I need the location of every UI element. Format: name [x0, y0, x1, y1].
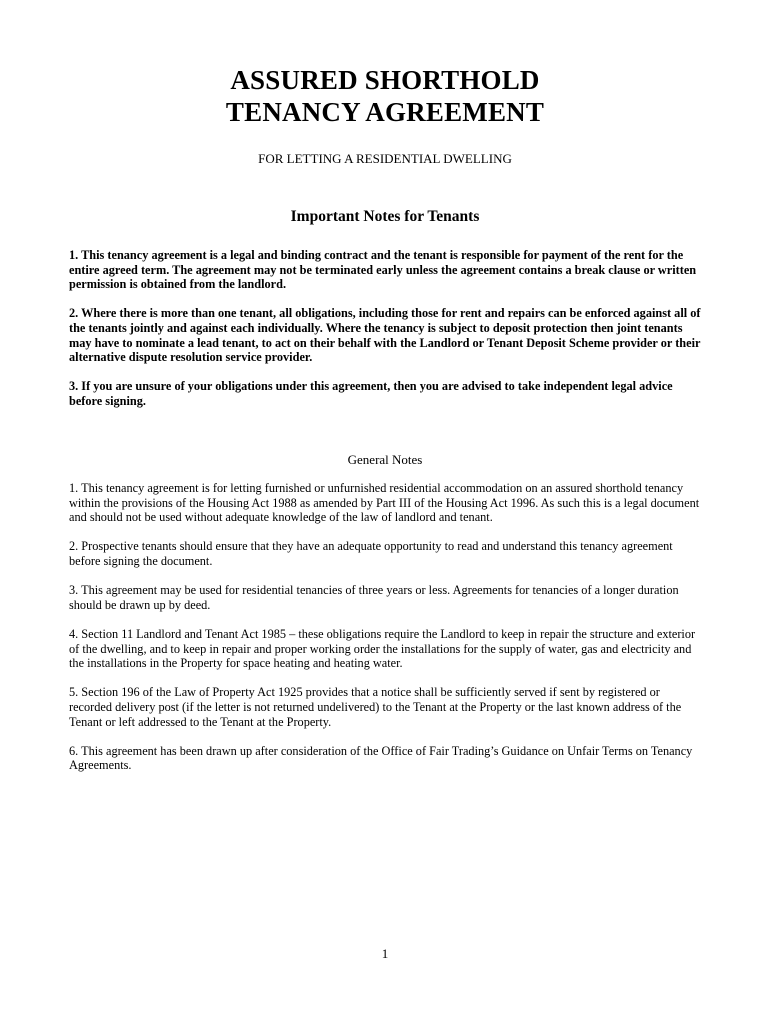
page-number: 1	[381, 946, 389, 961]
general-note-6: 6. This agreement has been drawn up after consideration of the Office of Fair Trading’s Guidance on Unfair Terms on Tenancy Agreements.	[69, 743, 693, 773]
important-note-2: 2. Where there is more than one tenant, all obligations, including those for rent and repairs can be enforced against all of the tenants jointly and against each individually. Where the tenancy is subject to deposit protection then joint tenants may have to nominate a lead tenant, to act on their behalf with the Landlord or Tenant Deposit Scheme provider or their alternative dispute resolution service provider.	[69, 306, 701, 365]
title-line-2: TENANCY AGREEMENT	[225, 97, 545, 127]
general-notes-section	[69, 481, 702, 787]
general-note-4: 4. Section 11 Landlord and Tenant Act 1985 – these obligations require the Landlord to keep in repair the structure and exterior of the dwelling, and to keep in repair and proper working order the installations for the supply of water, gas and electricity and the installations in the Property for space heating and heating water.	[69, 626, 696, 671]
general-note-2: 2. Prospective tenants should ensure that they have an adequate opportunity to read and understand this tenancy agreement before signing the document.	[69, 539, 673, 568]
document-subtitle: FOR LETTING A RESIDENTIAL DWELLING	[258, 151, 512, 166]
important-notes-heading: Important Notes for Tenants	[290, 208, 480, 225]
general-note-5: 5. Section 196 of the Law of Property Act 1925 provides that a notice shall be sufficiently served if sent by registered or recorded delivery post (if the letter is not returned undelivered) to the Tenant at the Property or the last known address of the Tenant or left addressed to the Tenant at the Property.	[69, 685, 682, 729]
document-title	[0, 64, 770, 128]
general-note-1: 1. This tenancy agreement is for letting furnished or unfurnished residential accommodation on an assured shorthold tenancy within the provisions of the Housing Act 1988 as amended by Part III of the Housing Act 1996. As such this is a legal document and should not be used without adequate knowledge of the law of landlord and tenant.	[69, 481, 700, 525]
general-notes-heading: General Notes	[347, 452, 423, 467]
important-note-1: 1. This tenancy agreement is a legal and binding contract and the tenant is responsible for payment of the rent for the entire agreed term. The agreement may not be terminated early unless the agreement contains a break clause or written permission is obtained from the landlord.	[69, 248, 697, 292]
important-note-3: 3. If you are unsure of your obligations under this agreement, then you are advised to take independent legal advice before signing.	[69, 379, 673, 408]
title-line-1: ASSURED SHORTHOLD	[230, 65, 540, 95]
important-notes-section	[69, 248, 702, 423]
general-note-3: 3. This agreement may be used for residential tenancies of three years or less. Agreements for tenancies of a longer duration should be drawn up by deed.	[69, 583, 679, 612]
